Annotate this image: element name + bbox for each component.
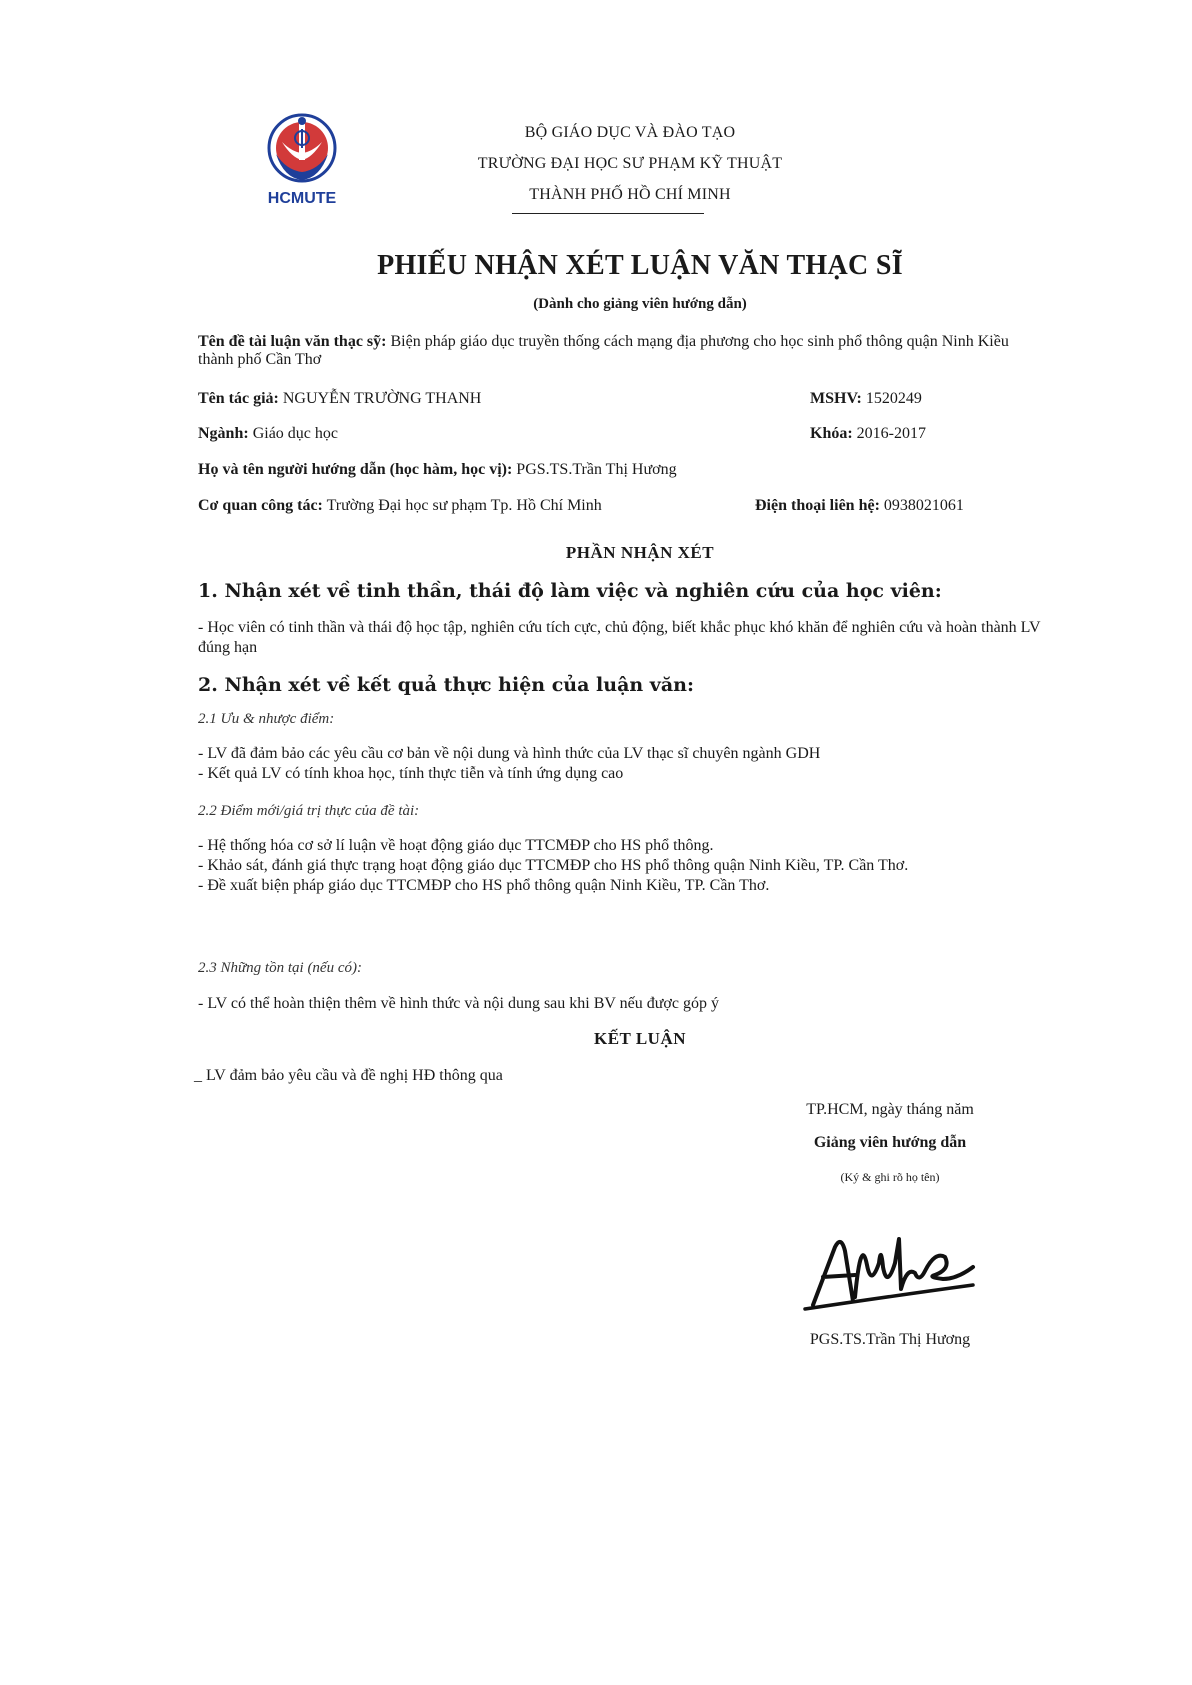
handwritten-signature bbox=[795, 1205, 995, 1315]
subsection-2-2-title: 2.2 Điểm mới/giá trị thực của đề tài: bbox=[198, 803, 420, 819]
org-line-2: TRƯỜNG ĐẠI HỌC SƯ PHẠM KỸ THUẬT bbox=[477, 155, 783, 172]
document-subtitle: (Dành cho giảng viên hướng dẫn) bbox=[533, 296, 747, 312]
review-heading: PHẦN NHẬN XÉT bbox=[565, 543, 715, 562]
topic-value: Biện pháp giáo dục truyền thống cách mạng địa phương cho học sinh phổ thông quận Ninh Kiều thành phố Cần Thơ bbox=[198, 333, 1009, 368]
subsection-2-3-list bbox=[198, 994, 1058, 1014]
workplace-field bbox=[198, 497, 602, 515]
list-item: - Kết quả LV có tính khoa học, tính thực tiễn và tính ứng dụng cao bbox=[198, 765, 624, 782]
list-item: - Khảo sát, đánh giá thực trạng hoạt động giáo dục TTCMĐP cho HS phổ thông quận Ninh Kiều, TP. Cần Thơ. bbox=[198, 857, 909, 874]
list-item: - LV có thể hoàn thiện thêm về hình thức và nội dung sau khi BV nếu được góp ý bbox=[198, 995, 719, 1012]
section1-text: - Học viên có tinh thần và thái độ học tập, nghiên cứu tích cực, chủ động, biết khắc phục khó khăn để nghiên cứu và hoàn thành LV đúng hạn bbox=[198, 619, 1041, 656]
signer-role: Giảng viên hướng dẫn bbox=[813, 1134, 967, 1151]
org-line-1: BỘ GIÁO DỤC VÀ ĐÀO TẠO bbox=[524, 124, 736, 141]
org-underline bbox=[512, 213, 704, 214]
mshv-label: MSHV: bbox=[810, 390, 862, 407]
advisor-label: Họ và tên người hướng dẫn (học hàm, học vị): bbox=[198, 461, 513, 478]
mshv-value: 1520249 bbox=[865, 390, 922, 407]
place-date: TP.HCM, ngày tháng năm bbox=[806, 1101, 974, 1118]
conclusion-text: _ LV đảm bảo yêu cầu và đề nghị HĐ thông qua bbox=[194, 1067, 503, 1084]
list-item: - LV đã đảm bảo các yêu cầu cơ bản về nội dung và hình thức của LV thạc sĩ chuyên ngành GDH bbox=[198, 745, 821, 762]
author-label: Tên tác giả: bbox=[198, 390, 279, 407]
author-field bbox=[198, 390, 481, 408]
workplace-value: Trường Đại học sư phạm Tp. Hồ Chí Minh bbox=[326, 497, 602, 514]
document-title: PHIẾU NHẬN XÉT LUẬN VĂN THẠC SĨ bbox=[377, 250, 903, 281]
subsection-2-1-title: 2.1 Ưu & nhược điểm: bbox=[198, 711, 335, 727]
subsection-2-2-list bbox=[198, 836, 1058, 896]
logo-text: HCMUTE bbox=[267, 190, 337, 207]
signature-icon bbox=[795, 1205, 995, 1315]
workplace-label: Cơ quan công tác: bbox=[198, 497, 323, 514]
subsection-2-1-list bbox=[198, 744, 1058, 784]
list-item: - Đề xuất biện pháp giáo dục TTCMĐP cho HS phổ thông quận Ninh Kiều, TP. Cần Thơ. bbox=[198, 877, 770, 894]
phone-value: 0938021061 bbox=[883, 497, 964, 514]
section2-title: 2. Nhận xét về kết quả thực hiện của luận văn: bbox=[198, 674, 694, 696]
course-label: Khóa: bbox=[810, 425, 853, 442]
mshv-field bbox=[810, 390, 922, 408]
advisor-value: PGS.TS.Trần Thị Hương bbox=[516, 461, 677, 478]
major-field bbox=[198, 425, 338, 443]
major-value: Giáo dục học bbox=[252, 425, 338, 442]
topic-label: Tên đề tài luận văn thạc sỹ: bbox=[198, 333, 387, 350]
signer-name: PGS.TS.Trần Thị Hương bbox=[809, 1331, 971, 1348]
phone-label: Điện thoại liên hệ: bbox=[755, 497, 880, 514]
advisor-field bbox=[198, 461, 677, 479]
major-label: Ngành: bbox=[198, 425, 249, 442]
thesis-topic bbox=[198, 333, 1028, 369]
section1-title: 1. Nhận xét về tinh thần, thái độ làm việc và nghiên cứu của học viên: bbox=[198, 580, 942, 602]
hcmute-logo bbox=[262, 112, 366, 224]
author-value: NGUYỄN TRƯỜNG THANH bbox=[282, 390, 482, 407]
conclusion-heading: KẾT LUẬN bbox=[593, 1029, 686, 1048]
list-item: - Hệ thống hóa cơ sở lí luận về hoạt động giáo dục TTCMĐP cho HS phổ thông. bbox=[198, 837, 714, 854]
phone-field bbox=[755, 497, 964, 515]
course-field bbox=[810, 425, 926, 443]
org-line-3: THÀNH PHỐ HỒ CHÍ MINH bbox=[529, 186, 731, 203]
course-value: 2016-2017 bbox=[856, 425, 926, 442]
subsection-2-3-title: 2.3 Những tồn tại (nếu có): bbox=[198, 960, 362, 976]
signature-note: (Ký & ghi rõ họ tên) bbox=[840, 1170, 940, 1184]
